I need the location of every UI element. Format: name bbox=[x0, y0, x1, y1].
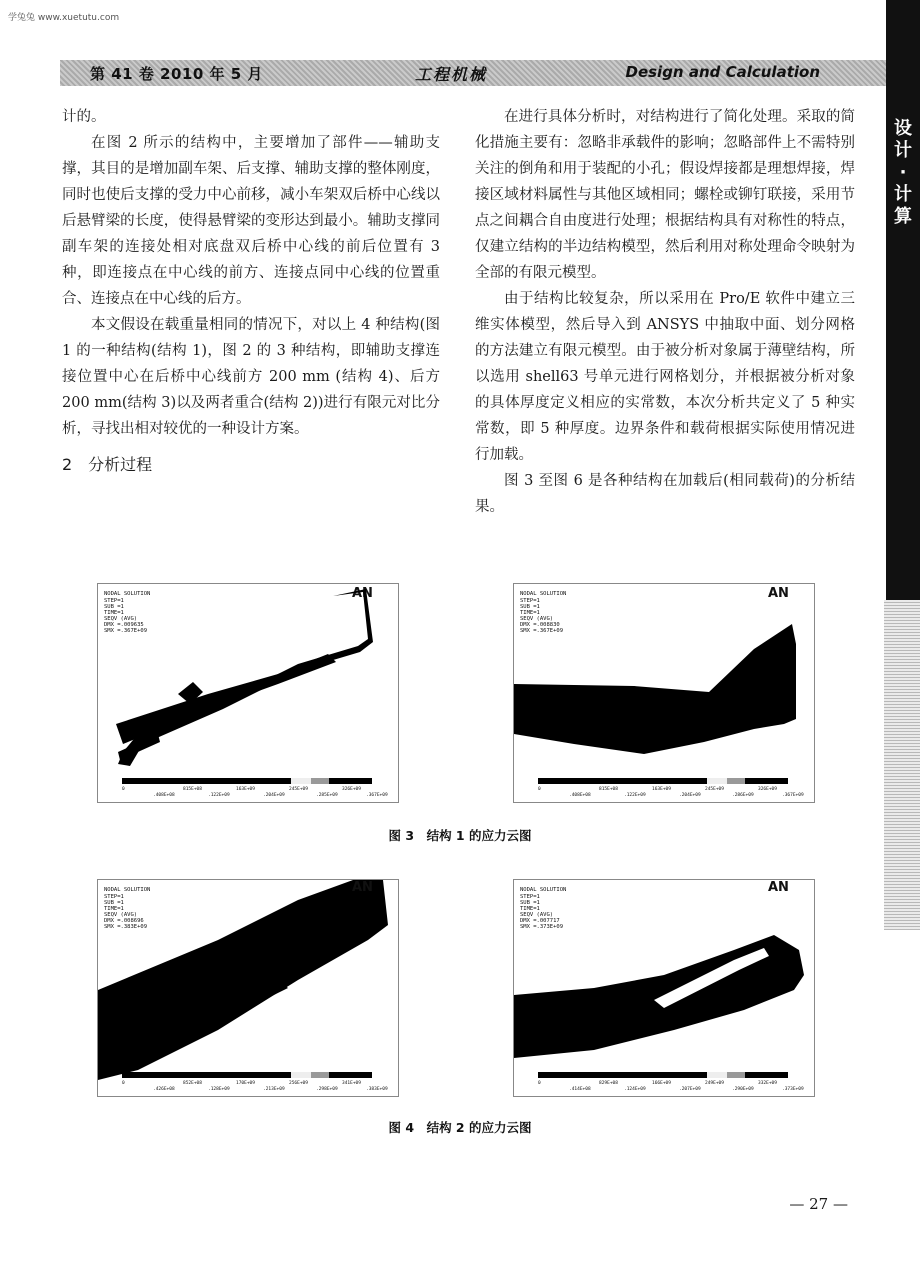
legend-tick: .298E+09 bbox=[316, 1087, 338, 1092]
info-line: SEQV (AVG) bbox=[520, 616, 554, 622]
info-line: SUB =1 bbox=[104, 900, 124, 906]
fig4-structure2-view-b bbox=[513, 879, 815, 1097]
info-line: SEQV (AVG) bbox=[520, 912, 554, 918]
ansys-logo: AN bbox=[768, 586, 789, 601]
info-line: TIME=1 bbox=[104, 906, 124, 912]
legend-tick: 249E+09 bbox=[705, 1081, 724, 1086]
legend-tick: .414E+08 bbox=[569, 1087, 591, 1092]
fe-model bbox=[514, 624, 796, 754]
paragraph: 由于结构比较复杂，所以采用在 Pro/E 软件中建立三维实体模型，然后导入到 ANSYS 中抽取中面、划分网格的方法建立有限元模型。由于被分析对象属于薄壁结构，所以选用 shell63 号单元进行网格划分，并根据被分析对象的具体厚度定义相应的实常数，本次分析共定义了 5 种实常数，即 5 种厚度。边界条件和载荷根据实际使用情况进行加载。 bbox=[475, 291, 855, 463]
left-column bbox=[62, 104, 440, 478]
legend-tick: .426E+08 bbox=[153, 1087, 175, 1092]
ansys-logo: AN bbox=[352, 586, 373, 601]
legend-bar bbox=[122, 778, 372, 784]
paragraph: 在图 2 所示的结构中，主要增加了部件——辅助支撑，其目的是增加副车架、后支撑、辅助支撑的整体刚度，同时也使后支撑的受力中心前移，减小车架双后桥中心线以后悬臂梁的长度，使得悬臂梁的变形达到最小。辅助支撑同副车架的连接处相对底盘双后桥中心线的前后位置有 3 种，即连接点在中心线的前方、连接点同中心线的位置重合、连接点在中心线的后方。 bbox=[62, 135, 440, 307]
legend-tick: .122E+09 bbox=[624, 793, 646, 798]
site-watermark: 学兔兔 www.xuetutu.com bbox=[8, 13, 120, 23]
right-column bbox=[475, 104, 855, 520]
info-line: SMX =.367E+09 bbox=[104, 628, 148, 634]
info-line: DMX =.007717 bbox=[520, 918, 560, 924]
legend-bar bbox=[538, 1072, 788, 1078]
legend-tick: .204E+09 bbox=[679, 793, 701, 798]
paragraph: 在进行具体分析时，对结构进行了简化处理。采取的简化措施主要有：忽略非承载件的影响；忽略部件上不需特别关注的倒角和用于装配的小孔；假设焊接都是理想焊接，焊接区域材料属性与其他区域相同；螺栓或铆钉联接，采用节点之间耦合自由度进行处理；根据结构具有对称性的特点，仅建立结构的半边结构模型，然后利用对称处理命令映射为全部的有限元模型。 bbox=[475, 109, 855, 281]
legend-tick: 815E+08 bbox=[599, 787, 618, 792]
fe-model bbox=[514, 935, 804, 1058]
legend-tick: 341E+09 bbox=[342, 1081, 361, 1086]
info-line: STEP=1 bbox=[520, 598, 540, 604]
info-line: SMX =.367E+09 bbox=[520, 628, 564, 634]
info-line: SMX =.373E+09 bbox=[520, 924, 564, 930]
legend-tick: 166E+09 bbox=[652, 1081, 671, 1086]
info-line: DMX =.008830 bbox=[520, 622, 560, 628]
info-line: TIME=1 bbox=[520, 906, 540, 912]
legend-tick: 245E+09 bbox=[289, 787, 308, 792]
legend-tick: 0 bbox=[122, 787, 125, 792]
info-line: DMX =.009635 bbox=[104, 622, 144, 628]
legend-tick: 815E+08 bbox=[183, 787, 202, 792]
ansys-logo: AN bbox=[768, 880, 789, 895]
legend-tick: 0 bbox=[538, 787, 541, 792]
legend-tick: .128E+09 bbox=[208, 1087, 230, 1092]
fe-model bbox=[116, 589, 373, 766]
info-line: STEP=1 bbox=[104, 894, 124, 900]
side-char: 计 bbox=[894, 184, 912, 205]
legend-bar bbox=[538, 778, 788, 784]
figure-3-caption: 图 3 结构 1 的应力云图 bbox=[388, 828, 532, 843]
paragraph: 本文假设在载重量相同的情况下，对以上 4 种结构(图 1 的一种结构(结构 1)，图 2 的 3 种结构，即辅助支撑连接位置中心在后桥中心线前方 200 mm (结构 4)、后方 200 mm(结构 3)以及两者重合(结构 2))进行有限元对比分析，寻找出相对较优的一种设计方案。 bbox=[62, 317, 440, 437]
legend-tick: .373E+09 bbox=[782, 1087, 804, 1092]
legend-tick: .383E+09 bbox=[366, 1087, 388, 1092]
legend-tick: .408E+08 bbox=[569, 793, 591, 798]
running-header bbox=[60, 60, 890, 86]
legend-tick: 245E+09 bbox=[705, 787, 724, 792]
legend-tick: 0 bbox=[538, 1081, 541, 1086]
legend-tick: 326E+09 bbox=[758, 787, 777, 792]
info-line: SMX =.383E+09 bbox=[104, 924, 148, 930]
legend-tick: 256E+09 bbox=[289, 1081, 308, 1086]
info-line: NODAL SOLUTION bbox=[104, 591, 151, 597]
ansys-logo: AN bbox=[352, 880, 373, 895]
figure-4-caption: 图 4 结构 2 的应力云图 bbox=[388, 1120, 532, 1135]
legend-tick: 170E+09 bbox=[236, 1081, 255, 1086]
info-line: SUB =1 bbox=[520, 604, 540, 610]
side-char: 算 bbox=[894, 206, 912, 227]
legend-tick: .213E+09 bbox=[263, 1087, 285, 1092]
section-heading: 2 分析过程 bbox=[62, 455, 153, 474]
info-line: SUB =1 bbox=[104, 604, 124, 610]
side-char: · bbox=[899, 162, 907, 183]
legend-tick: 852E+08 bbox=[183, 1081, 202, 1086]
info-line: TIME=1 bbox=[104, 610, 124, 616]
fig4-structure2-view-a bbox=[97, 879, 399, 1097]
legend-tick: 332E+09 bbox=[758, 1081, 777, 1086]
info-line: DMX =.008696 bbox=[104, 918, 144, 924]
info-line: STEP=1 bbox=[520, 894, 540, 900]
legend-tick: .286E+09 bbox=[732, 793, 754, 798]
paragraph: 图 3 至图 6 是各种结构在加载后(相同载荷)的分析结果。 bbox=[475, 473, 855, 515]
info-line: NODAL SOLUTION bbox=[104, 887, 151, 893]
legend-tick: 163E+09 bbox=[652, 787, 671, 792]
side-char: 设 bbox=[894, 118, 912, 139]
info-line: SEQV (AVG) bbox=[104, 616, 138, 622]
legend-tick: .408E+08 bbox=[153, 793, 175, 798]
legend-tick: .367E+09 bbox=[366, 793, 388, 798]
side-section-tab bbox=[886, 0, 920, 600]
legend-bar bbox=[122, 1072, 372, 1078]
side-char: 计 bbox=[894, 140, 912, 161]
legend-tick: .207E+09 bbox=[679, 1087, 701, 1092]
legend-tick: .204E+09 bbox=[263, 793, 285, 798]
fig3-structure1-view-b bbox=[513, 583, 815, 803]
legend-tick: .285E+09 bbox=[316, 793, 338, 798]
legend-tick: .367E+09 bbox=[782, 793, 804, 798]
info-line: SUB =1 bbox=[520, 900, 540, 906]
info-line: TIME=1 bbox=[520, 610, 540, 616]
legend-tick: 163E+09 bbox=[236, 787, 255, 792]
journal-issue: 第 41 卷 2010 年 5 月 bbox=[90, 65, 263, 83]
fig3-structure1-view-a bbox=[97, 583, 399, 803]
page-number: — 27 — bbox=[789, 1195, 848, 1213]
scan-edge-noise bbox=[884, 600, 920, 930]
info-line: SEQV (AVG) bbox=[104, 912, 138, 918]
legend-tick: 829E+08 bbox=[599, 1081, 618, 1086]
legend-tick: 326E+09 bbox=[342, 787, 361, 792]
legend-tick: .124E+09 bbox=[624, 1087, 646, 1092]
legend-tick: 0 bbox=[122, 1081, 125, 1086]
info-line: NODAL SOLUTION bbox=[520, 591, 567, 597]
journal-name: 工程机械 bbox=[415, 65, 488, 84]
section-name: Design and Calculation bbox=[625, 63, 820, 81]
legend-tick: .290E+09 bbox=[732, 1087, 754, 1092]
info-line: STEP=1 bbox=[104, 598, 124, 604]
info-line: NODAL SOLUTION bbox=[520, 887, 567, 893]
legend-tick: .122E+09 bbox=[208, 793, 230, 798]
paragraph: 计的。 bbox=[62, 109, 106, 125]
